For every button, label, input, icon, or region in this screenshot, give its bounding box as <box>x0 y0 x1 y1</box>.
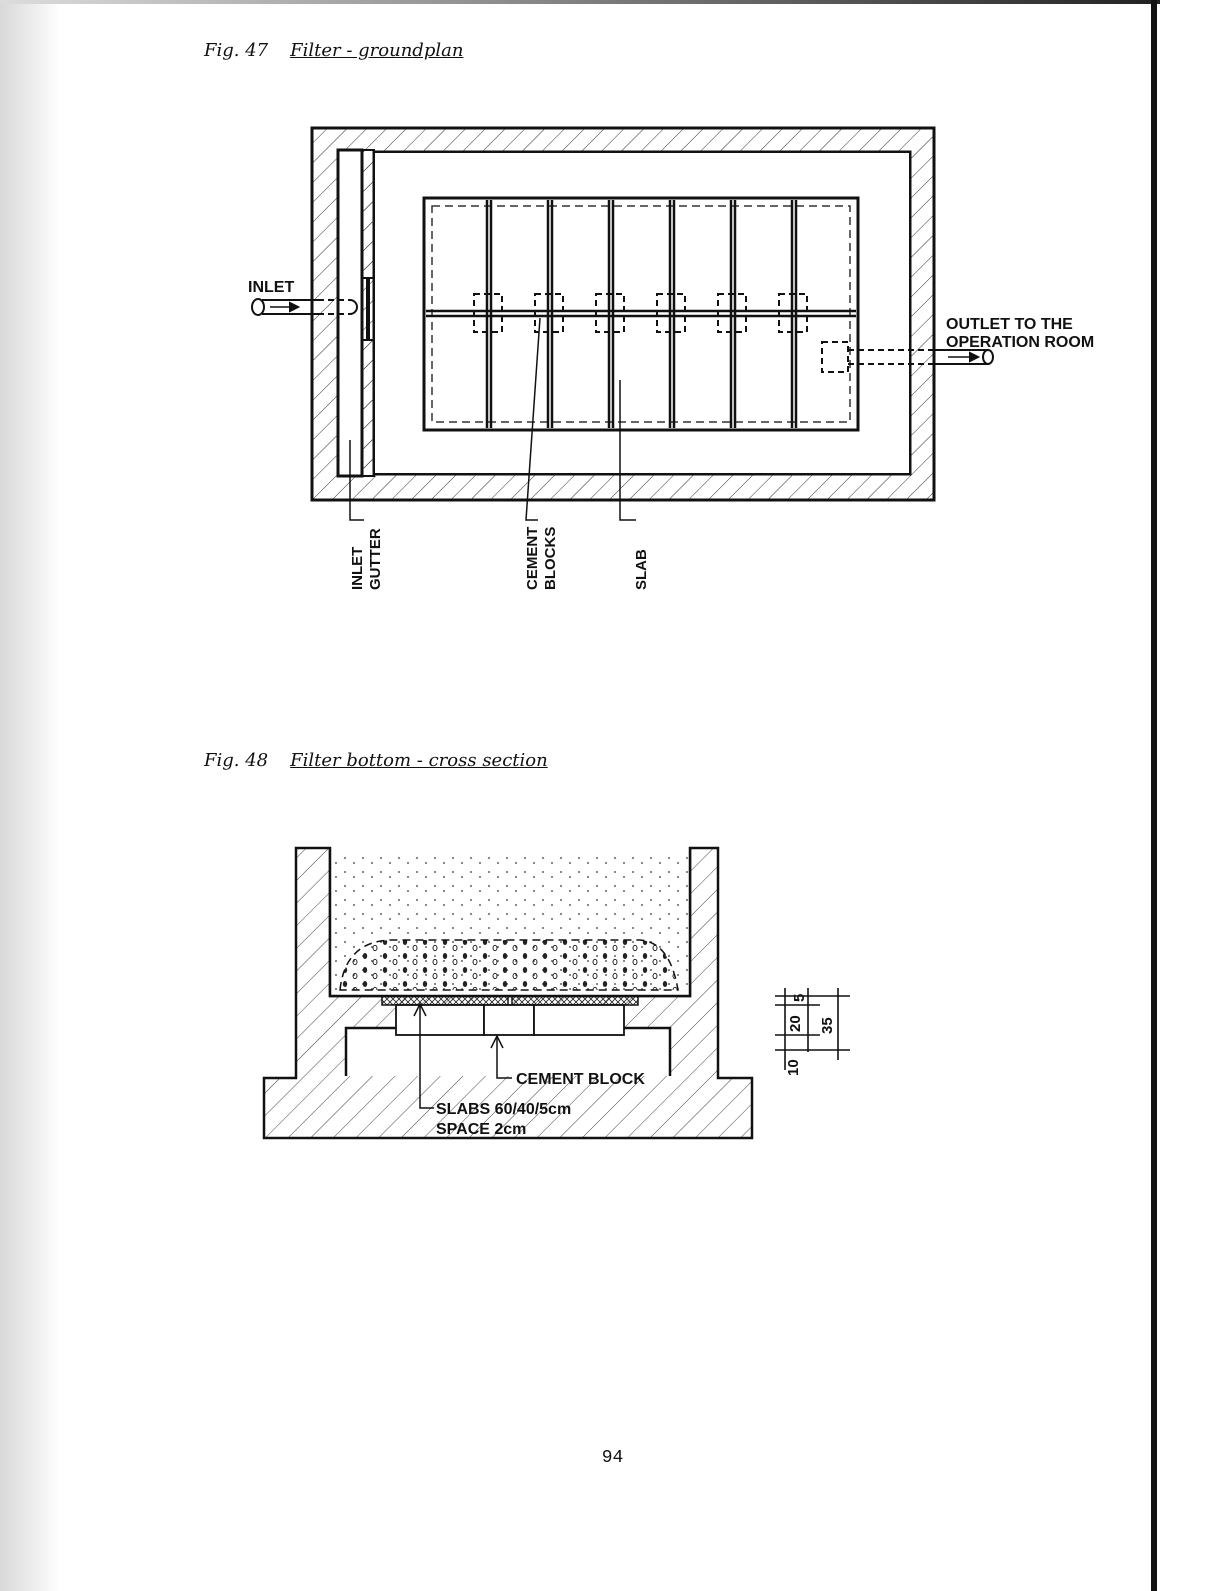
dim-35: 35 <box>819 1017 836 1034</box>
fig48-caption <box>204 750 548 771</box>
cement-block-label: CEMENT BLOCK <box>516 1071 645 1088</box>
slab <box>382 996 508 1005</box>
inlet-gutter-label-line1: INLET <box>349 546 366 590</box>
outlet-label-line1: OUTLET TO THE <box>946 316 1073 333</box>
outlet-label-line2: OPERATION ROOM <box>946 334 1095 351</box>
slabs-label-line2: SPACE 2cm <box>436 1121 527 1138</box>
dim-5: 5 <box>791 993 808 1002</box>
fig47-caption <box>204 40 463 61</box>
fig47-title: Filter - groundplan <box>290 40 464 61</box>
inlet-label: INLET <box>248 279 295 296</box>
cement-blocks-label-line2: BLOCKS <box>542 526 559 590</box>
dim-10: 10 <box>785 1059 802 1076</box>
fig48-cross-section-drawing <box>0 830 1225 1160</box>
gravel-layer <box>340 940 678 990</box>
fig47-number: Fig. 47 <box>204 40 269 61</box>
cement-block <box>484 1005 534 1035</box>
slab <box>512 996 638 1005</box>
slabs-label-line1: SLABS 60/40/5cm <box>436 1101 572 1118</box>
dim-20: 20 <box>787 1015 804 1032</box>
inlet-gutter-label-line2: GUTTER <box>367 528 384 590</box>
scan-edge-top <box>0 0 1160 4</box>
fig47-groundplan-drawing <box>0 100 1225 720</box>
fig48-title: Filter bottom - cross section <box>290 750 548 771</box>
fig48-number: Fig. 48 <box>204 750 269 771</box>
page-number: 94 <box>601 1448 624 1468</box>
cement-blocks-label-line1: CEMENT <box>524 526 541 590</box>
slab-label: SLAB <box>633 549 650 590</box>
